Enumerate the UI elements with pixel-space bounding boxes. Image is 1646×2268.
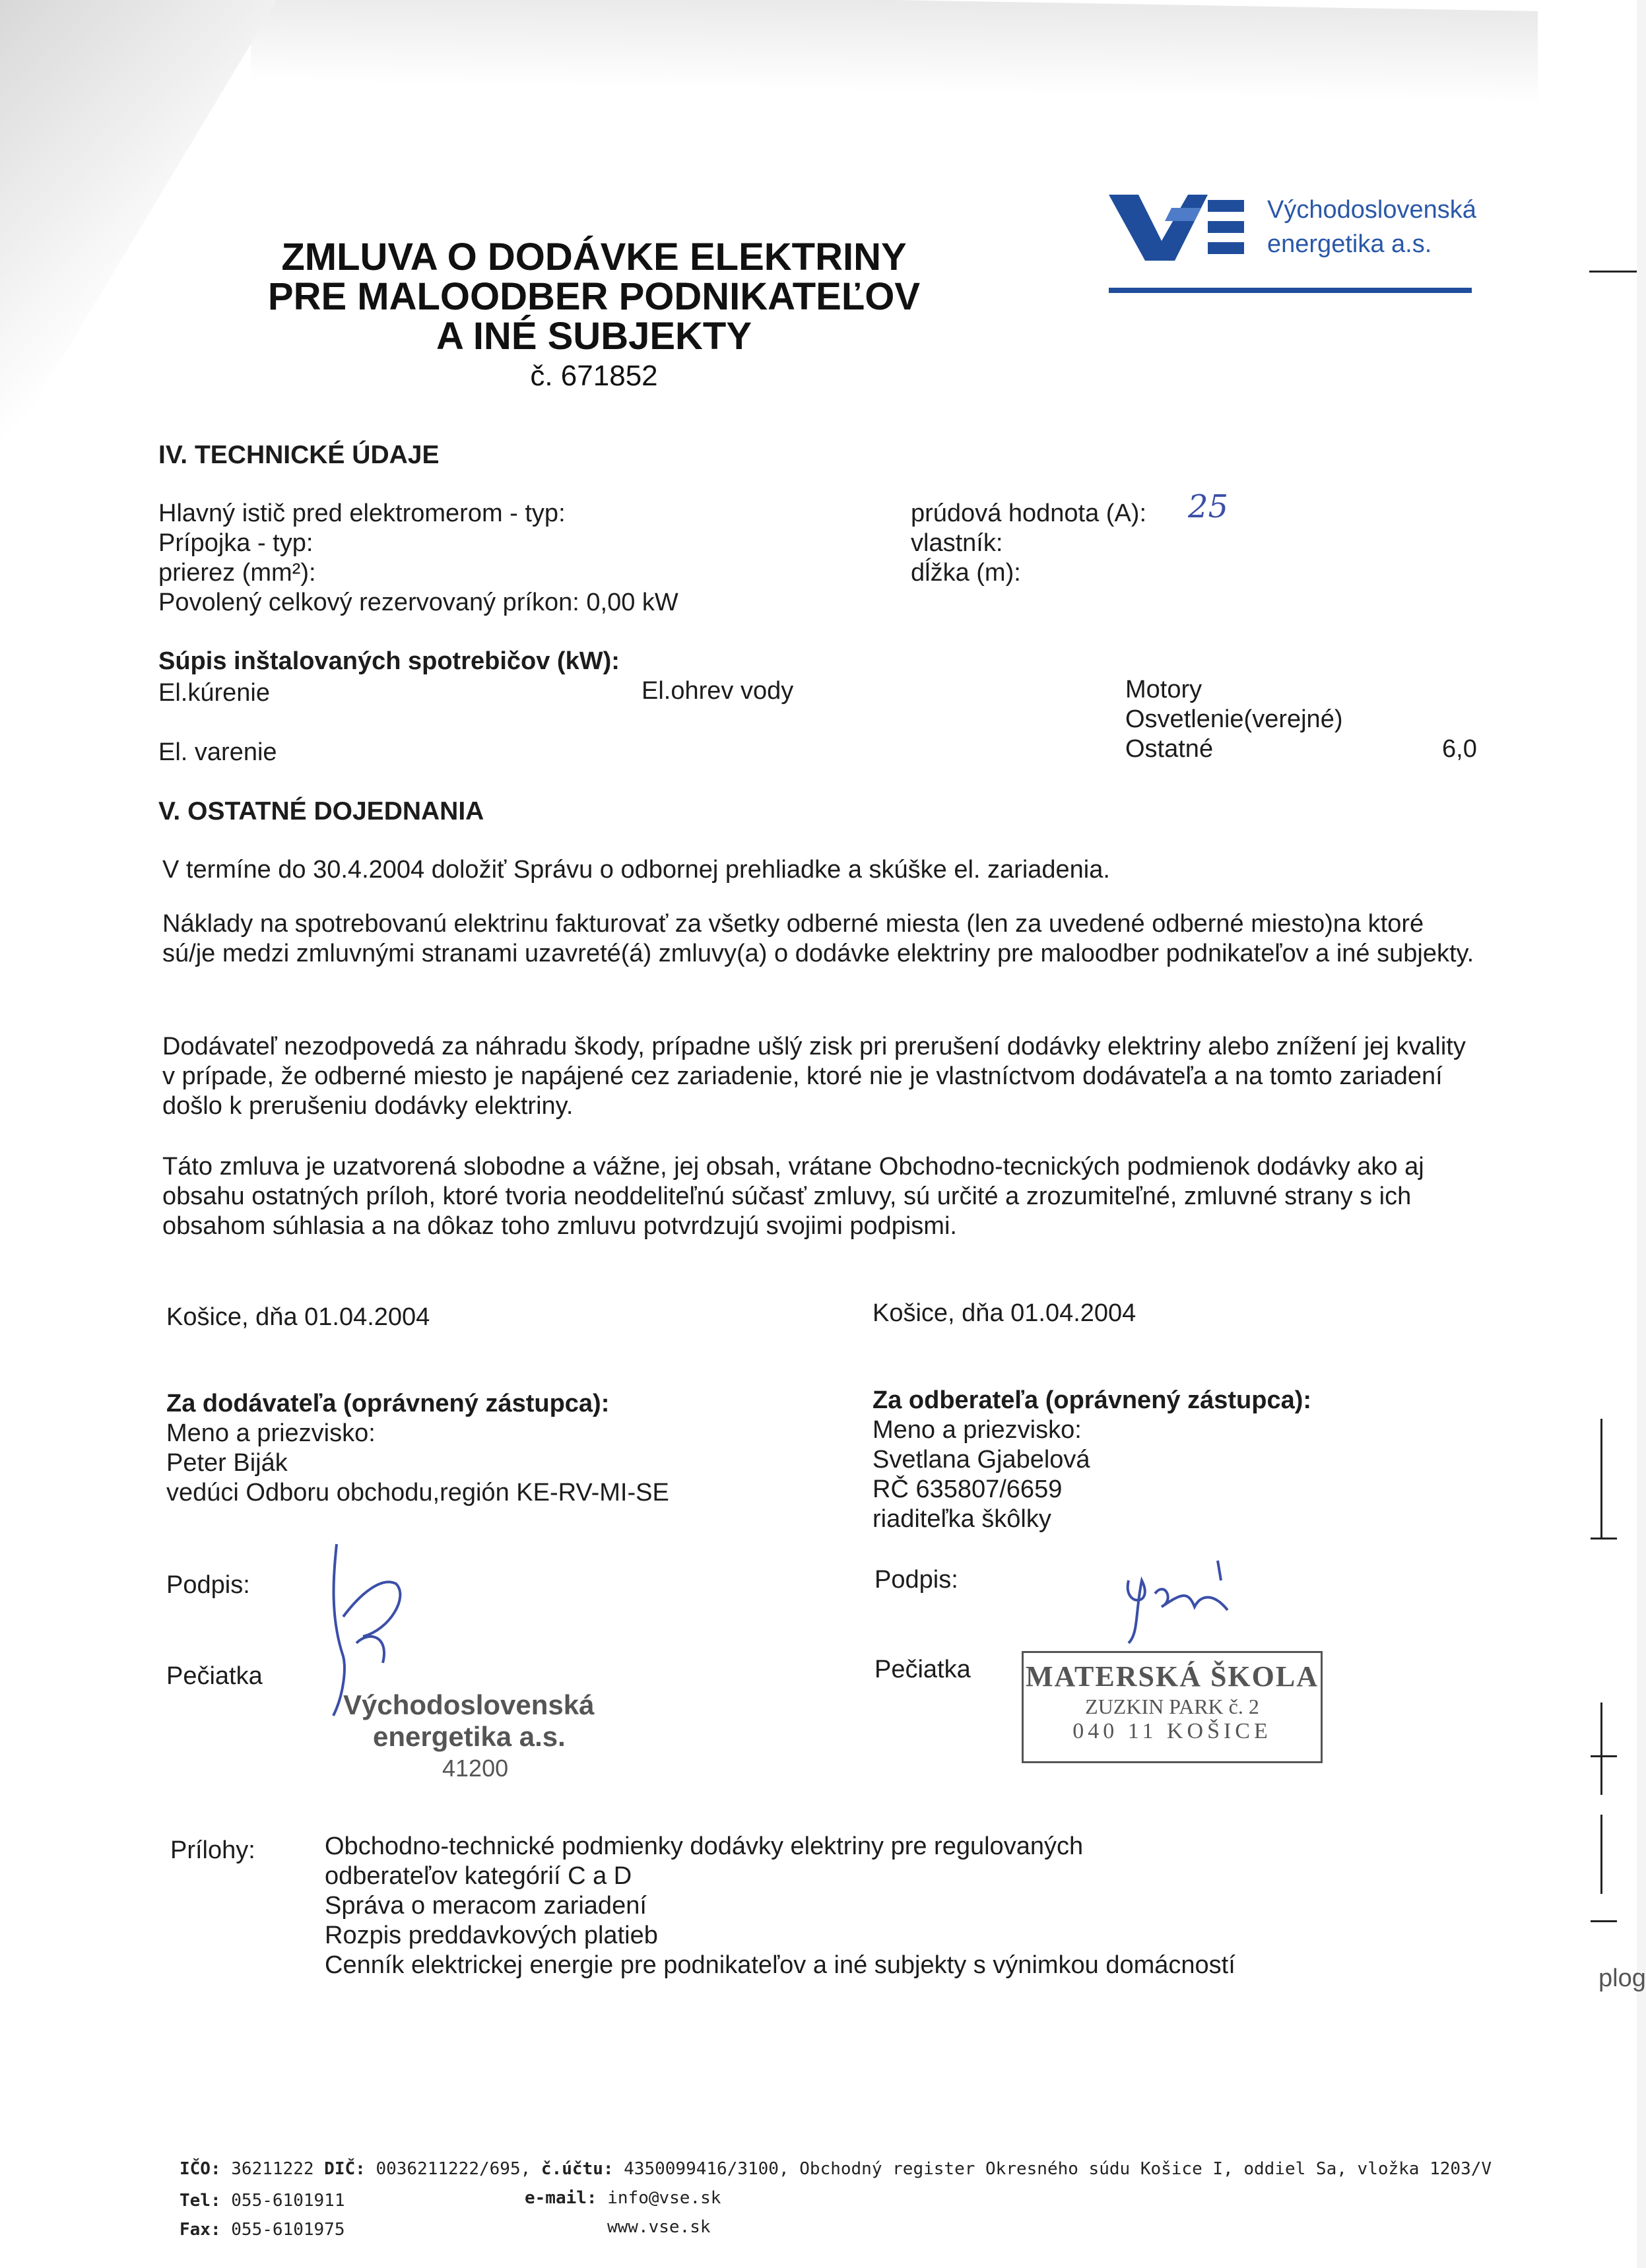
footer-account-label: č.účtu: [541, 2159, 614, 2179]
title-line-1: ZMLUVA O DODÁVKE ELEKTRINY [281, 236, 907, 278]
customer-role: riaditeľka škôlky [872, 1505, 1051, 1533]
footer-tel-label: Tel: [180, 2191, 221, 2211]
supplier-stamp-label: Pečiatka [166, 1662, 263, 1690]
motors-label: Motory [1125, 676, 1202, 703]
footer-ico: 36211222 [231, 2159, 314, 2179]
customer-id: RČ 635807/6659 [872, 1475, 1063, 1503]
footer-dic-label: DIČ: [324, 2159, 366, 2179]
footer-web: www.vse.sk [607, 2217, 711, 2237]
edge-line [1589, 271, 1637, 273]
stamp-right-line-1: MATERSKÁ ŠKOLA [1025, 1660, 1319, 1693]
edge-line [1591, 1538, 1617, 1539]
current-label: prúdová hodnota (A): [911, 500, 1147, 527]
breaker-label: Hlavný istič pred elektromerom - typ: [158, 500, 566, 527]
footer-ico-label: IČO: [180, 2159, 221, 2179]
footer-account: 4350099416/3100, Obchodný register Okresného súdu Košice I, oddiel Sa, vložka 1203/V [624, 2159, 1492, 2179]
attachment-item: Cenník elektrickej energie pre podnikateľov a iné subjekty s výnimkou domácností [325, 1951, 1235, 1979]
current-value-handwritten: 25 [1188, 488, 1229, 525]
edge-line [1591, 1755, 1617, 1757]
vse-logo-icon [1109, 195, 1247, 261]
supplier-sign-label: Podpis: [166, 1571, 250, 1599]
connection-label: Prípojka - typ: [158, 529, 313, 557]
title-line-2: PRE MALOODBER PODNIKATEĽOV [267, 275, 921, 318]
paragraph-3: Dodávateľ nezodpovedá za náhradu škody, prípadne ušlý zisk pri prerušení dodávky elektriny alebo znížení jej kvality v prípade, že odberné miesto je napájené cez zariadenie, ktoré nie je vlastníctvom dodávateľa a na tomto zariadení došlo k prerušeniu dodávky elektriny. [162, 1033, 1466, 1120]
customer-name-label: Meno a priezvisko: [872, 1416, 1082, 1444]
edge-text: plog [1598, 1964, 1646, 1992]
customer-name: Svetlana Gjabelová [872, 1446, 1090, 1474]
section-5-heading: V. OSTATNÉ DOJEDNANIA [158, 797, 484, 826]
footer-email-address: info@vse.sk [607, 2188, 721, 2208]
place-date-right: Košice, dňa 01.04.2004 [872, 1299, 1136, 1327]
footer-fax [180, 2220, 345, 2240]
heating-label: El.kúrenie [158, 679, 270, 707]
edge-line [1591, 1920, 1617, 1922]
reserved-power: Povolený celkový rezervovaný príkon: 0,00 kW [158, 589, 678, 616]
attachment-item: Rozpis preddavkových platieb [325, 1922, 658, 1949]
water-heating-label: El.ohrev vody [642, 677, 794, 705]
customer-heading: Za odberateľa (oprávnený zástupca): [872, 1386, 1312, 1414]
stamp-right-line-2: ZUZKIN PARK č. 2 [1085, 1695, 1259, 1718]
footer-fax-label: Fax: [180, 2220, 221, 2240]
footer-tel: 055-6101911 [231, 2191, 345, 2211]
customer-stamp [1022, 1651, 1323, 1763]
logo-company-name [1267, 193, 1476, 261]
stamp-left-line-3: 41200 [442, 1755, 509, 1782]
stamp-left-line-2: energetika a.s. [373, 1721, 566, 1752]
section-4-heading: IV. TECHNICKÉ ÚDAJE [158, 441, 440, 469]
other-label: Ostatné [1125, 735, 1214, 763]
edge-line [1600, 1419, 1602, 1538]
edge-line [1600, 1702, 1602, 1795]
length-label: dĺžka (m): [911, 559, 1021, 587]
footer-phone [180, 2191, 345, 2211]
cross-section-label: prierez (mm²): [158, 559, 316, 587]
logo-name-line-2: energetika a.s. [1267, 230, 1432, 258]
attachments-list [325, 1832, 1235, 1980]
stamp-left-line-1: Východoslovenská [343, 1689, 595, 1720]
attachment-item: Obchodno-technické podmienky dodávky elektriny pre regulovaných [325, 1832, 1084, 1860]
footer-email-label: e-mail: [525, 2188, 597, 2208]
supplier-name: Peter Biják [166, 1449, 288, 1477]
footer-fax-number: 055-6101975 [231, 2220, 345, 2240]
supplier-stamp [343, 1689, 594, 1784]
cooking-label: El. varenie [158, 738, 277, 766]
supplier-heading: Za dodávateľa (oprávnený zástupca): [166, 1390, 610, 1417]
footer-email [525, 2188, 721, 2208]
customer-stamp-label: Pečiatka [874, 1656, 971, 1683]
owner-label: vlastník: [911, 529, 1003, 557]
page-fold-shadow-top [251, 0, 1538, 104]
title-line-3: A INÉ SUBJEKTY [436, 315, 752, 358]
contract-title [198, 238, 990, 396]
customer-signature [1115, 1554, 1247, 1646]
customer-sign-label: Podpis: [874, 1566, 958, 1594]
footer-registration [180, 2159, 1492, 2179]
paragraph-4: Táto zmluva je uzatvorená slobodne a vážne, jej obsah, vrátane Obchodno-tecnických podmienok dodávky ako aj obsahu ostatných príloh, ktoré tvoria neoddeliteľnú súčasť zmluvy, sú určité a zrozumiteľné, zmluvné strany s ich obsahom súhlasia a na dôkaz toho zmluvu potvrdzujú svojimi podpismi. [162, 1153, 1424, 1240]
footer-dic: 0036211222/695, [376, 2159, 531, 2179]
edge-line [1600, 1815, 1602, 1894]
lighting-label: Osvetlenie(verejné) [1125, 705, 1343, 733]
paragraph-1: V termíne do 30.4.2004 doložiť Správu o odbornej prehliadke a skúške el. zariadenia. [162, 856, 1110, 884]
logo-name-line-1: Východoslovenská [1267, 196, 1476, 224]
attachment-item: Správa o meracom zariadení [325, 1892, 647, 1920]
attachment-item: odberateľov kategórií C a D [325, 1862, 632, 1890]
place-date-left: Košice, dňa 01.04.2004 [166, 1303, 430, 1331]
attachments-label: Prílohy: [170, 1836, 255, 1864]
logo-underline [1109, 288, 1472, 293]
supplier-role: vedúci Odboru obchodu,región KE-RV-MI-SE [166, 1479, 669, 1507]
paragraph-2: Náklady na spotrebovanú elektrinu fakturovať za všetky odberné miesta (len za uvedené odberné miesto)na ktoré sú/je medzi zmluvnými stranami uzavreté(á) zmluvy(a) o dodávke elektriny pre maloodber podnikateľov a iné subjekty. [162, 910, 1474, 967]
other-value: 6,0 [1442, 735, 1477, 763]
stamp-right-line-3: 040 11 KOŠICE [1072, 1719, 1272, 1743]
contract-number: č. 671852 [530, 360, 658, 392]
supplier-name-label: Meno a priezvisko: [166, 1419, 376, 1447]
appliances-heading: Súpis inštalovaných spotrebičov (kW): [158, 647, 620, 675]
